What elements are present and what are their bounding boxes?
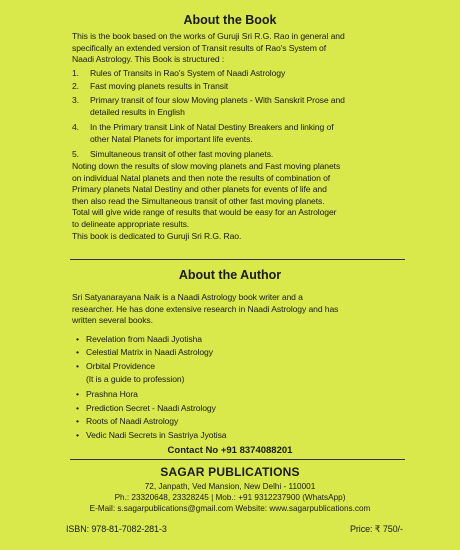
author-intro-line: written several books.: [72, 315, 153, 326]
author-book-list: [0, 334, 460, 454]
author-book-note: (It is a guide to profession): [86, 374, 185, 384]
book-intro-line: Naadi Astrology. This Book is structured :: [72, 54, 225, 65]
list-item-text: Rules of Transits in Rao's System of Naadi Astrology: [90, 68, 286, 78]
author-book-title: Vedic Nadi Secrets in Sastriya Jyotisa: [86, 430, 227, 440]
book-body-line: Primary planets Natal Destiny and other planets for events of life and: [72, 184, 327, 195]
book-body-line: Total will give wide range of results that would be easy for an Astrologer: [72, 207, 337, 218]
publisher-email-web: E-Mail: s.sagarpublications@gmail.com Website: www.sagarpublications.com: [89, 504, 371, 513]
book-body-line: to delineate appropriate results.: [72, 218, 190, 229]
isbn: ISBN: 978-81-7082-281-3: [66, 524, 167, 534]
list-number: 2.: [72, 81, 79, 91]
bullet-icon: •: [76, 430, 79, 440]
bullet-icon: •: [76, 416, 79, 426]
list-number: 3.: [72, 95, 79, 105]
list-item-text: Fast moving planets results in Transit: [90, 81, 229, 91]
book-body-line: Noting down the results of slow moving planets and Fast moving planets: [72, 161, 341, 171]
book-intro-line: This is the book based on the works of Guruji Sri R.G. Rao in general and: [72, 31, 345, 41]
list-item-text: In the Primary transit Link of Natal Destiny Breakers and linking of: [90, 122, 334, 132]
author-book-title: Celestial Matrix in Naadi Astrology: [86, 347, 213, 357]
author-book-title: Prashna Hora: [86, 389, 138, 399]
author-book-title: Roots of Naadi Astrology: [86, 416, 179, 426]
list-item-text: other Natal Planets for important life events.: [90, 134, 253, 144]
author-intro-line: researcher. He has done extensive research in Naadi Astrology and has: [72, 303, 339, 314]
author-book-title: Prediction Secret - Naadi Astrology: [86, 403, 216, 413]
section-divider: [70, 459, 405, 460]
author-intro: [72, 292, 412, 327]
publisher-phone: Ph.: 23320648, 23328245 | Mob.: +91 9312237900 (WhatsApp): [114, 493, 346, 502]
about-author-heading: About the Author: [178, 268, 282, 282]
book-body-line: on individual Natal planets and then note the results of combination of: [72, 172, 331, 183]
list-item-text: Simultaneous transit of other fast moving planets.: [90, 149, 274, 159]
author-book-title: Revelation from Naadi Jyotisha: [86, 334, 202, 344]
book-dedication: This book is dedicated to Guruji Sri R.G. Rao.: [72, 230, 242, 241]
bullet-icon: •: [76, 403, 79, 413]
list-item-text: Primary transit of four slow Moving planets - With Sanskrit Prose and: [90, 95, 345, 105]
author-contact: Contact No +91 8374088201: [167, 445, 293, 456]
list-item-text: detailed results in English: [90, 107, 185, 117]
bullet-icon: •: [76, 389, 79, 399]
bullet-icon: •: [76, 361, 79, 371]
book-intro: [72, 31, 402, 66]
book-intro-line: specifically an extended version of Transit results of Rao's System of: [72, 42, 327, 53]
list-number: 5.: [72, 149, 79, 159]
author-intro-line: Sri Satyanarayana Naik is a Naadi Astrology book writer and a: [72, 292, 303, 302]
bullet-icon: •: [76, 334, 79, 344]
section-divider: [70, 259, 405, 260]
publisher-name: SAGAR PUBLICATIONS: [160, 465, 300, 479]
list-number: 4.: [72, 122, 79, 132]
price: Price: ₹ 750/-: [350, 524, 403, 534]
author-book-title: Orbital Providence: [86, 361, 155, 371]
book-body-line: then also read the Simultaneous transit of other fast moving planets.: [72, 195, 325, 206]
about-book-heading: About the Book: [183, 13, 277, 27]
book-body: [72, 161, 412, 242]
book-structure-list: [0, 68, 460, 164]
bullet-icon: •: [76, 347, 79, 357]
list-number: 1.: [72, 68, 79, 78]
publisher-address: 72, Janpath, Ved Mansion, New Delhi - 110001: [144, 482, 316, 491]
